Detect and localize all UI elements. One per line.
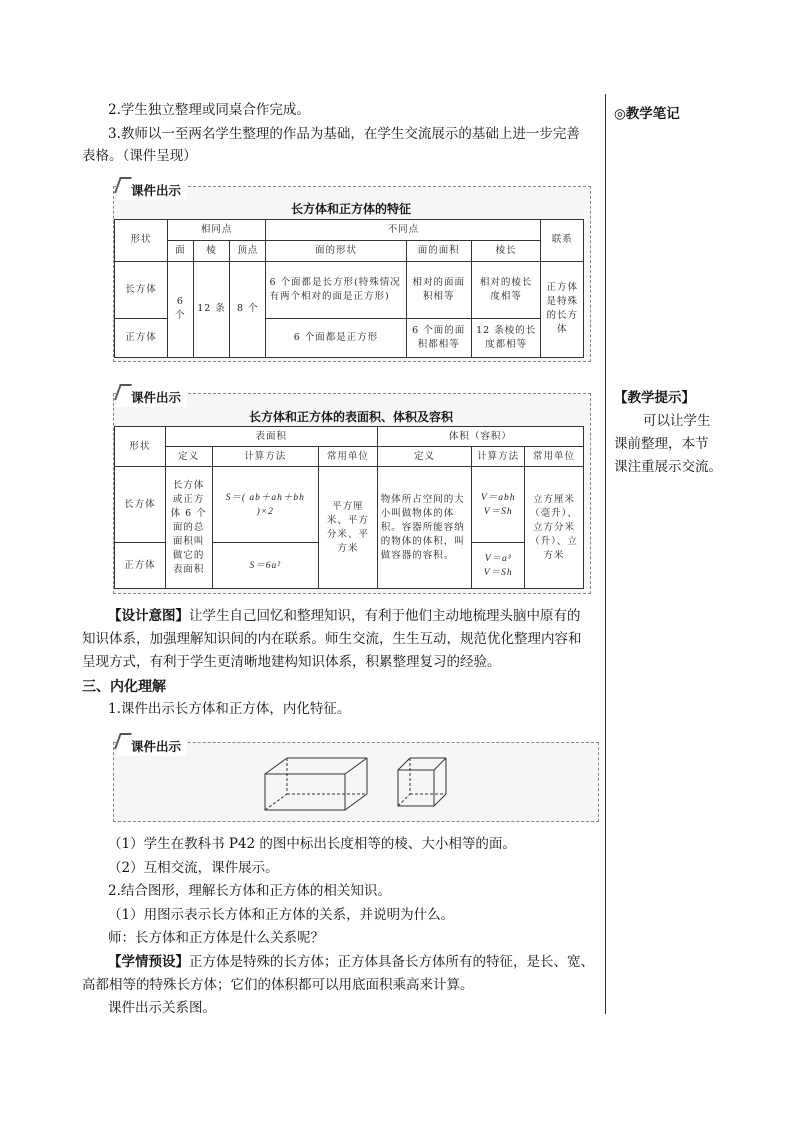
header-edge: 棱 [193, 241, 229, 261]
courseware-tag: 课件出示 [117, 180, 187, 200]
header-unit: 常用单位 [318, 447, 377, 467]
cube-edge-length: 12 条棱的长度都相等 [471, 319, 541, 358]
row-cube: 正方体 [115, 319, 168, 358]
header-edge-length: 棱长 [471, 241, 541, 261]
section-heading: 三、内化理解 [82, 679, 166, 695]
table2-title: 长方体和正方体的表面积、体积及容积 [248, 410, 453, 424]
row-cuboid: 长方体 [115, 467, 166, 543]
preset [108, 952, 594, 972]
area-volume-table [114, 426, 584, 589]
step-3: 3.教师以一至两名学生整理的作品为基础，在学生交流展示的基础上进一步完善 [108, 126, 580, 142]
cuboid-edge-length: 相对的棱长度相等 [471, 261, 541, 318]
design-intent-line: 知识体系，加强理解知识间的内在联系。师生交流，生生互动，规范优化整理内容和 [82, 631, 582, 647]
cube-face-shape: 6 个面都是正方形 [266, 319, 406, 358]
header-unit: 常用单位 [525, 447, 584, 467]
design-intent [108, 606, 581, 626]
teacher-question: 师：长方体和正方体是什么关系呢？ [108, 930, 324, 946]
step-1: 1.课件出示长方体和正方体，内化特征。 [108, 701, 351, 717]
header-def: 定义 [377, 447, 472, 467]
design-intent-line: 呈现方式，有利于学生更清晰地建构知识体系，积累整理复习的经验。 [82, 654, 501, 670]
teaching-tip-line: 课前整理，本节 [614, 436, 709, 452]
surface-formula-cuboid: S＝( ab＋ah＋bh )×2 [212, 467, 318, 543]
cuboid-face-shape: 6 个面都是长方形(特殊情况有两个相对的面是正方形) [266, 261, 406, 318]
step-2: 2.学生独立整理或同桌合作完成。 [108, 102, 310, 118]
design-intent-text: 让学生自己回忆和整理知识，有利于他们主动地梳理头脑中原有的 [189, 608, 581, 624]
step-1-2: （2）互相交流，课件展示。 [108, 860, 279, 876]
surface-formula-cube: S＝6a² [212, 543, 318, 589]
formula-line: V＝Sh [483, 506, 513, 517]
volume-unit: 立方厘米（毫升）、立方分米（升）、立方米 [525, 467, 584, 589]
volume-definition: 物体所占空间的大小叫做物体的体积。容器所能容纳的物体的体积，叫做容器的容积。 [377, 467, 472, 589]
sidebar-divider [605, 94, 606, 1014]
preset-label: 【学情预设】 [108, 954, 189, 970]
edge-count: 12 条 [193, 261, 229, 357]
cuboid-face-area: 相对的面面积相等 [406, 261, 471, 318]
formula-line: V＝Sh [483, 567, 513, 578]
formula-line: V＝a³ [484, 553, 512, 564]
header-volume: 体积（容积） [377, 427, 583, 447]
cuboid-cube-drawing [260, 752, 460, 814]
header-diff: 不同点 [266, 220, 541, 241]
teaching-notes-title: ◎教学笔记 [614, 106, 680, 122]
table1-title: 长方体和正方体的特征 [290, 202, 411, 216]
row-cube: 正方体 [115, 543, 166, 589]
cuboid-icon [265, 758, 367, 810]
step-1-1: （1）学生在教科书 P42 的图中标出长度相等的棱、大小相等的面。 [108, 836, 516, 852]
step-2: 2.结合图形，理解长方体和正方体的相关知识。 [108, 883, 391, 899]
row-cuboid: 长方体 [115, 261, 168, 318]
courseware-tag: 课件出示 [117, 736, 187, 756]
cube-icon [398, 758, 446, 806]
face-count: 6 个 [167, 261, 193, 357]
teaching-tip-line: 课注重展示交流。 [614, 459, 722, 475]
volume-formula-cuboid [472, 467, 525, 543]
preset-line: 高都相等的特殊长方体；它们的体积都可以用底面积乘高来计算。 [82, 977, 474, 993]
header-face: 面 [167, 241, 193, 261]
courseware-tag: 课件出示 [117, 387, 187, 407]
preset-text: 正方体是特殊的长方体；正方体具备长方体所有的特征，是长、宽、 [189, 954, 594, 970]
relation-cell: 正方体是特殊的长方体 [541, 261, 584, 357]
surface-definition: 长方体或正方体 6 个面的总面积叫做它的表面积 [165, 467, 212, 589]
header-surface: 表面积 [165, 427, 377, 447]
header-same: 相同点 [167, 220, 266, 241]
volume-formula-cube [472, 543, 525, 589]
header-vertex: 顶点 [230, 241, 266, 261]
design-intent-label: 【设计意图】 [108, 608, 189, 624]
step-3-cont: 表格。（课件呈现） [82, 148, 197, 164]
show-relation-diagram: 课件出示关系图。 [108, 1000, 216, 1016]
teaching-tip-line: 可以让学生 [643, 413, 711, 429]
vertex-count: 8 个 [230, 261, 266, 357]
header-shape: 形状 [115, 220, 168, 262]
step-2-1: （1）用图示表示长方体和正方体的关系，并说明为什么。 [108, 907, 455, 923]
features-table [114, 219, 584, 358]
header-face-area: 面的面积 [406, 241, 471, 261]
teaching-tip-title: 【教学提示】 [614, 390, 695, 406]
formula-line: V＝abh [480, 492, 516, 503]
cube-face-area: 6 个面的面积都相等 [406, 319, 471, 358]
surface-unit: 平方厘米、平方分米、平方米 [318, 467, 377, 589]
header-def: 定义 [165, 447, 212, 467]
header-calc: 计算方法 [472, 447, 525, 467]
header-shape: 形状 [115, 427, 166, 467]
header-calc: 计算方法 [212, 447, 318, 467]
header-face-shape: 面的形状 [266, 241, 406, 261]
header-link: 联系 [541, 220, 584, 262]
